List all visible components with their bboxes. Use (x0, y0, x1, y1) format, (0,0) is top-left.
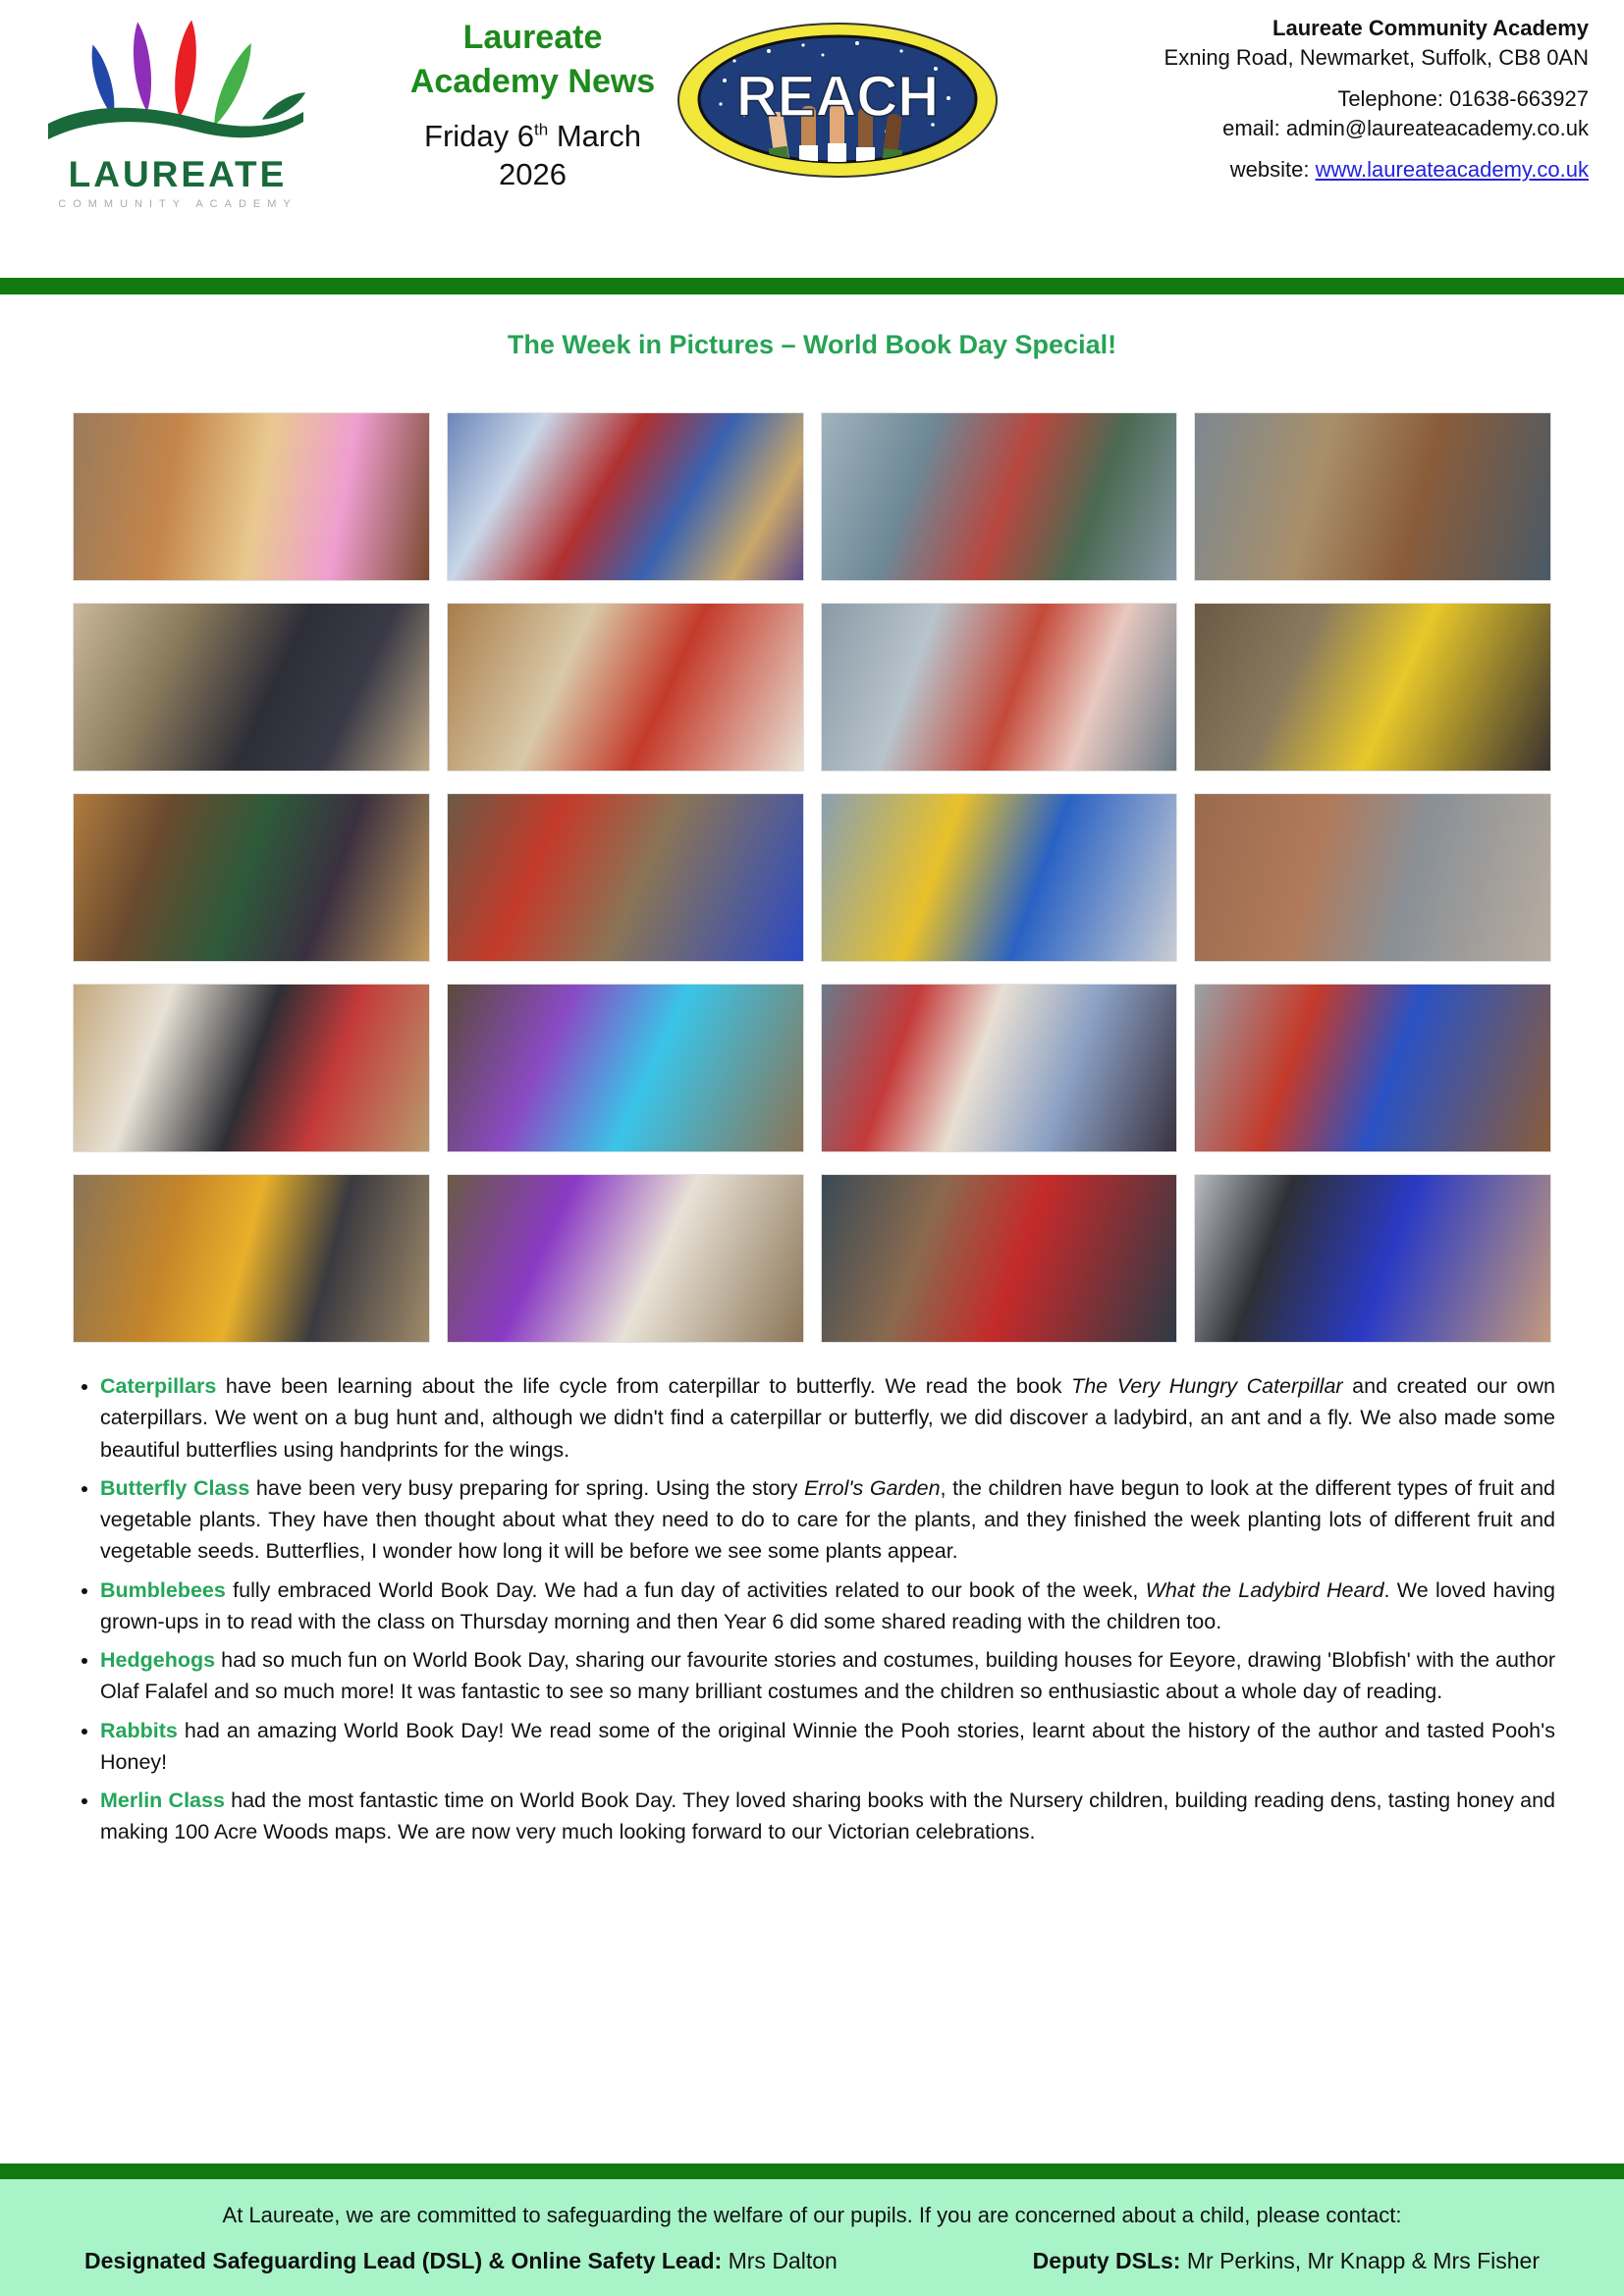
photo-kids-selfie (821, 984, 1178, 1152)
school-address: Exning Road, Newmarket, Suffolk, CB8 0AN (1164, 44, 1589, 70)
list-item: • Hedgehogs had so much fun on World Book Day, sharing our favourite stories and costumes, building houses for Eeyore, drawing 'Blobfish' with the author Olaf Falafel and so much more! It was fantastic to see so many brilliant costumes and the children so enthusiastic about a whole day of reading. (100, 1644, 1555, 1708)
photo-top-hat-reading (1194, 1174, 1551, 1343)
newsletter-title: Laureate Academy News (409, 19, 656, 100)
photo-boys-at-table (447, 603, 804, 772)
svg-text:REACH: REACH (735, 65, 940, 129)
photo-class-costume-group (447, 412, 804, 581)
masthead (378, 16, 687, 193)
photo-classroom-storyteller (821, 412, 1178, 581)
safeguarding-statement: At Laureate, we are committed to safeguarding the welfare of our pupils. If you are concerned about a child, please contact: (222, 2203, 1402, 2227)
logo-tagline: COMMUNITY ACADEMY (58, 198, 298, 210)
photo-mario-gruffalo (1194, 984, 1551, 1152)
photo-girls-reading (821, 603, 1178, 772)
list-item: • Bumblebees fully embraced World Book Day. We had a fun day of activities related to our book of the week, What the Ladybird Heard. We loved having grown-ups in to read with the class on Thursday morning and then Year 6 did some shared reading with the children too. (100, 1575, 1555, 1638)
email: email: admin@laureateacademy.co.uk (1222, 115, 1589, 140)
dsl-contact: Designated Safeguarding Lead (DSL) & Online Safety Lead: Mrs Dalton (84, 2248, 838, 2273)
class-updates (69, 1370, 1555, 1855)
photo-hall-assembly (1194, 412, 1551, 581)
list-item: • Caterpillars have been learning about the life cycle from caterpillar to butterfly. We read the book The Very Hungry Caterpillar and created our own caterpillars. We went on a bug hunt and, although we didn't find a caterpillar or butterfly, we did discover a ladybird, an ant and a fly. We also made some beautiful butterflies using handprints for the wings. (100, 1370, 1555, 1466)
list-item: • Rabbits had an amazing World Book Day! We read some of the original Winnie the Pooh stories, learnt about the history of the author and tasted Pooh's Honey! (100, 1715, 1555, 1779)
photo-boys-reading-bench (821, 793, 1178, 962)
photo-playground-entrance (1194, 793, 1551, 962)
deputy-dsl-contact: Deputy DSLs: Mr Perkins, Mr Knapp & Mrs Fisher (1032, 2248, 1540, 2273)
photo-wonka-hatter-kids (447, 984, 804, 1152)
website-line: website: www.laureateacademy.co.uk (1229, 156, 1589, 182)
class-updates-list (69, 1370, 1555, 1848)
reach-logo-icon (676, 22, 1000, 181)
header-divider-bar (0, 278, 1624, 294)
list-item: • Butterfly Class have been very busy preparing for spring. Using the story Errol's Garden, the children have begun to look at the different types of fruit and vegetable plants. They have then thought about what they need to do to care for the plants, and they finished the week planting lots of different fruit and vegetable seeds. Butterflies, I wonder how long it will be before we see some plants appear. (100, 1472, 1555, 1568)
photo-grid (73, 412, 1551, 1343)
contact-block (1164, 14, 1589, 185)
newsletter-date: Friday 6th March 2026 (424, 118, 641, 191)
photo-honey-tasting (821, 1174, 1178, 1343)
photo-staff-group (73, 1174, 430, 1343)
laureate-logo-icon (40, 10, 315, 153)
photo-bear-costumes (73, 603, 430, 772)
photo-bug-hunt (447, 793, 804, 962)
photo-staff-onesies (73, 412, 430, 581)
list-item: • Merlin Class had the most fantastic time on World Book Day. They loved sharing books with the Nursery children, building reading dens, tasting honey and making 100 Acre Woods maps. We are now very much looking forward to our Victorian celebrations. (100, 1785, 1555, 1848)
photo-wizard-staff (73, 793, 430, 962)
footer-divider-bar (0, 2163, 1624, 2179)
safeguarding-footer (0, 2179, 1624, 2296)
logo-wordmark: LAUREATE (68, 154, 288, 194)
photo-pikachu-harry (1194, 603, 1551, 772)
photo-woods-two-boys (447, 1174, 804, 1343)
telephone: Telephone: 01638-663927 (1337, 85, 1589, 111)
safeguarding-contacts (0, 2248, 1624, 2274)
section-title: The Week in Pictures – World Book Day Special! (507, 330, 1117, 359)
website-link[interactable]: www.laureateacademy.co.uk (1315, 156, 1589, 182)
photo-staff-characters (73, 984, 430, 1152)
school-logo (35, 10, 320, 210)
school-name: Laureate Community Academy (1272, 16, 1589, 40)
